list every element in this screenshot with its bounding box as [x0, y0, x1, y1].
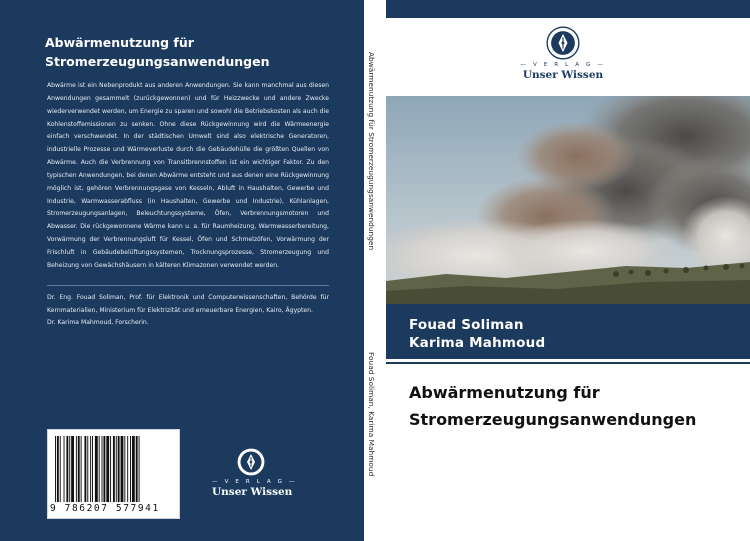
- publisher-logo-back: [212, 447, 298, 498]
- front-title-line-2: Stromerzeugungsanwendungen: [409, 410, 697, 429]
- front-top-bar: [386, 0, 750, 18]
- barcode-bar: [78, 436, 80, 502]
- barcode-bar: [113, 436, 115, 502]
- barcode-bar: [110, 436, 111, 502]
- back-title-line-1: Abwärmenutzung für: [45, 35, 194, 50]
- barcode-bar: [103, 436, 105, 502]
- barcode-bar: [71, 436, 74, 502]
- barcode-bar: [121, 436, 124, 502]
- barcode-bar: [95, 436, 98, 502]
- barcode-bar: [102, 436, 103, 502]
- barcode-bar: [81, 436, 82, 502]
- back-cover: [0, 0, 364, 541]
- barcode-bar: [118, 436, 120, 502]
- author-1: Fouad Soliman: [409, 317, 524, 333]
- fountain-pen-seal-icon: [546, 26, 580, 60]
- isbn-barcode: [47, 429, 180, 519]
- barcode-bar: [99, 436, 100, 502]
- back-cover-title: [45, 33, 345, 71]
- barcode-bar: [116, 436, 117, 502]
- barcode-bar: [84, 436, 86, 502]
- author-bio-soliman: Dr. Eng. Fouad Soliman, Prof. für Elektronik und Computerwissenschaften, Behörde für Kernmaterialien, Ministerium für Elektrizität und erneuerbare Energien, Kairo, Ägypten.: [47, 294, 329, 314]
- barcode-bar: [60, 436, 61, 502]
- spine-authors: Fouad Soliman, Karima Mahmoud: [367, 352, 376, 477]
- author-bio-mahmoud: Dr. Karima Mahmoud, Forscherin.: [47, 319, 149, 327]
- barcode-bar: [136, 436, 138, 502]
- barcode-bar: [55, 436, 56, 502]
- barcode-bar: [87, 436, 88, 502]
- barcode-bar: [132, 436, 135, 502]
- spine: [364, 0, 386, 541]
- barcode-bar: [139, 436, 140, 502]
- front-cover: [386, 0, 750, 541]
- back-divider: [47, 285, 329, 286]
- barcode-bar: [90, 436, 91, 502]
- logo-verlag-text: — V E R L A G —: [212, 479, 298, 485]
- author-2: Karima Mahmoud: [409, 335, 546, 351]
- barcode-bar: [76, 436, 77, 502]
- front-cover-title: [409, 379, 739, 433]
- barcode-bar: [130, 436, 131, 502]
- barcode-bar: [127, 436, 128, 502]
- fountain-pen-seal-icon: [236, 447, 266, 477]
- barcode-bar: [66, 436, 68, 502]
- front-divider-line: [386, 362, 750, 364]
- barcode-bar: [124, 436, 125, 502]
- barcode-bar: [57, 436, 59, 502]
- cover-photo-illustration: [386, 96, 750, 304]
- smoke-over-landscape-photo: [386, 96, 750, 304]
- back-title-line-2: Stromerzeugungsanwendungen: [45, 54, 270, 69]
- logo-name-text: Unser Wissen: [212, 486, 293, 498]
- author-bio: [47, 292, 329, 330]
- logo-verlag-text: — V E R L A G —: [520, 62, 606, 68]
- publisher-logo-front: [514, 26, 612, 86]
- back-cover-blurb: Abwärme ist ein Nebenprodukt aus anderen Anwendungen. Sie kann manchmal aus diesen Anwendungen gesammelt (zurückgewonnen) und für Heizzwecke und andere Zwecke wiederverwendet werden, um Energie zu sparen und sowohl die Betriebskosten als auch die Kohlenstoffemissionen zu senken. Ohne diese Rückgewinnung wird die Wärmeenergie einfach verschwendet. In der städtischen Umwelt sind also elektrische Generatoren, industrielle Prozesse und Wärmeverluste durch die Gebäudehülle die größten Quellen von Abwärme. Auch die Verbrennung von Transitbrennstoffen ist ein wichtiger Faktor. Zu den typischen Anwendungen, bei denen Abwärme entsteht und aus denen eine Rückgewinnung möglich ist, gehören Verbrennungsgase von Kesseln, Abluft in Haushalten, Gewerbe und Industrie, Warmwasserabfluss (in Haushalten, Gewerbe und Industrie), Kühlanlagen, Stromerzeugungsanlagen, Beleuchtungssysteme, Öfen, Verbrennungsmotoren und Abwasser. Die rückgewonnene Wärme kann u. a. für Raumheizung, Warmwasserbereitung, Vorwärmung der Verbrennungsluft für Kessel, Öfen und Schmelzöfen, Vorwärmung der Frischluft in Gebäudebelüftungssystemen, Trocknungsprozesse, Stromerzeugung und Beheizung von Gewächshäusern in kälteren Klimazonen verwendet werden.: [47, 82, 329, 269]
- barcode-bar: [69, 436, 70, 502]
- spine-title: Abwärmenutzung für Stromerzeugungsanwendungen: [367, 52, 376, 251]
- author-band: [386, 304, 750, 359]
- isbn-digits: 9 786207 577941: [50, 503, 160, 514]
- barcode-bar: [106, 436, 109, 502]
- barcode-bars: [55, 436, 174, 502]
- front-title-line-1: Abwärmenutzung für: [409, 383, 600, 402]
- barcode-bar: [92, 436, 93, 502]
- barcode-bar: [64, 436, 65, 502]
- logo-name-text: Unser Wissen: [522, 69, 604, 81]
